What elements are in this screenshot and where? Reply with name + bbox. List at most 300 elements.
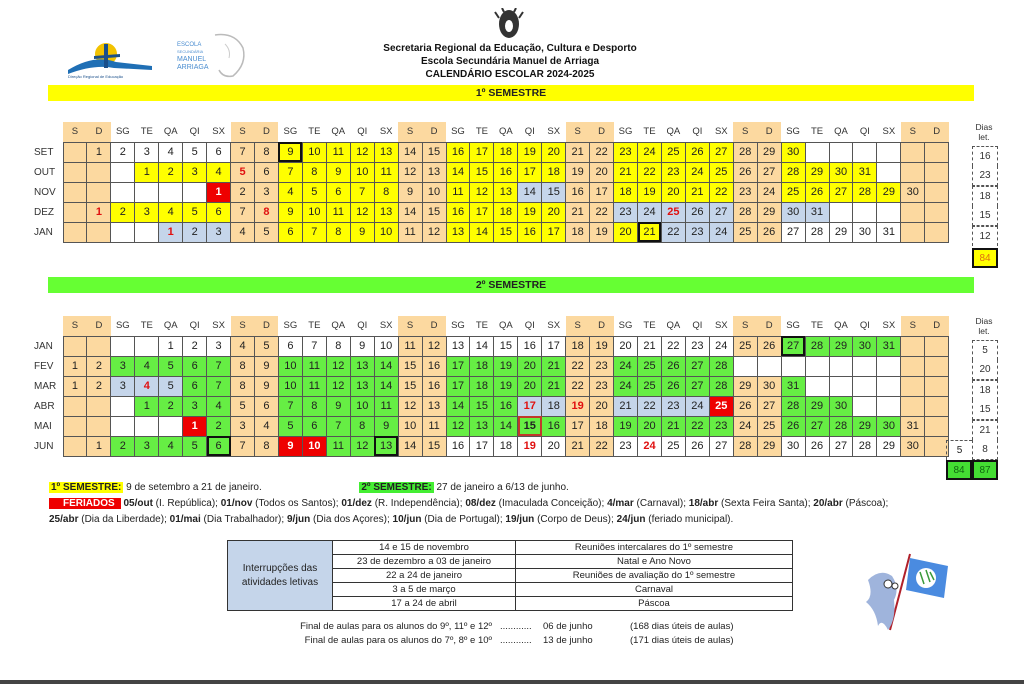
day-cell: 3 xyxy=(111,356,135,376)
day-cell: 9 xyxy=(326,396,350,416)
weekday-header: S xyxy=(398,316,422,336)
day-cell: 6 xyxy=(183,356,207,376)
day-cell: 6 xyxy=(278,336,302,356)
interruption-dates: 17 a 24 de abril xyxy=(333,597,516,611)
holiday-name: (Sexta Feira Santa); xyxy=(718,498,814,509)
day-cell: 21 xyxy=(566,202,590,222)
holiday-date: 10/jun xyxy=(392,514,422,525)
day-cell: 7 xyxy=(231,142,255,162)
day-cell: 22 xyxy=(590,202,614,222)
day-cell xyxy=(63,222,87,242)
day-cell: 7 xyxy=(207,376,231,396)
interruption-dates: 14 e 15 de novembro xyxy=(333,541,516,555)
day-cell: 27 xyxy=(757,396,781,416)
day-cell xyxy=(87,336,111,356)
weekday-header: SG xyxy=(618,126,633,138)
day-cell: 29 xyxy=(733,376,757,396)
day-cell: 18 xyxy=(542,162,566,182)
day-cell: 27 xyxy=(757,162,781,182)
day-cell: 25 xyxy=(709,396,733,416)
interruption-dates: 22 a 24 de janeiro xyxy=(333,569,516,583)
day-cell: 15 xyxy=(470,162,494,182)
day-cell: 22 xyxy=(566,356,590,376)
day-cell: 12 xyxy=(422,336,446,356)
day-cell: 7 xyxy=(278,162,302,182)
day-cell: 20 xyxy=(590,396,614,416)
day-cell: 17 xyxy=(446,356,470,376)
interruption-event: Páscoa xyxy=(516,597,793,611)
interruption-dates: 23 de dezembro a 03 de janeiro xyxy=(333,555,516,569)
day-cell: 24 xyxy=(614,356,638,376)
day-cell: 30 xyxy=(829,396,853,416)
holiday-date: 19/jun xyxy=(505,514,535,525)
day-cell: 4 xyxy=(231,222,255,242)
day-cell: 26 xyxy=(805,436,829,456)
day-cell: 29 xyxy=(805,162,829,182)
day-cell xyxy=(925,182,949,202)
holiday-name: (I. República); xyxy=(152,498,221,509)
day-cell xyxy=(901,142,925,162)
day-cell: 17 xyxy=(590,182,614,202)
dias-letivos-value: 18 xyxy=(972,186,998,206)
day-cell: 12 xyxy=(326,376,350,396)
day-cell: 26 xyxy=(685,202,709,222)
day-cell: 9 xyxy=(278,142,302,162)
dias-letivos-value: 15 xyxy=(972,400,998,420)
day-cell: 10 xyxy=(278,376,302,396)
day-cell: 21 xyxy=(614,396,638,416)
day-cell: 15 xyxy=(398,356,422,376)
dias-letivos-value: 23 xyxy=(972,166,998,186)
day-cell: 15 xyxy=(422,202,446,222)
day-cell: 13 xyxy=(374,436,398,456)
day-cell xyxy=(111,396,135,416)
interruption-row xyxy=(228,541,793,555)
day-cell: 1 xyxy=(87,202,111,222)
day-cell: 25 xyxy=(757,416,781,436)
school-logo xyxy=(175,30,255,80)
day-cell: 31 xyxy=(805,202,829,222)
day-cell xyxy=(829,376,853,396)
day-cell: 18 xyxy=(494,436,518,456)
day-cell: 22 xyxy=(590,142,614,162)
day-cell: 4 xyxy=(207,396,231,416)
day-cell: 11 xyxy=(326,436,350,456)
weekday-header: SX xyxy=(714,320,728,332)
weekday-header: SX xyxy=(882,320,896,332)
weekday-header: QI xyxy=(692,320,703,332)
weekday-header: D xyxy=(87,122,111,142)
day-cell xyxy=(925,162,949,182)
weekday-header: SX xyxy=(379,320,393,332)
day-cell: 18 xyxy=(614,182,638,202)
day-cell xyxy=(111,162,135,182)
day-cell: 13 xyxy=(374,202,398,222)
dias-letivos-value: 15 xyxy=(972,206,998,226)
day-cell xyxy=(87,396,111,416)
day-cell: 8 xyxy=(302,162,326,182)
weekday-header: QA xyxy=(834,320,848,332)
weekday-header: TE xyxy=(643,320,656,332)
weekday-header: D xyxy=(255,316,279,336)
day-cell: 4 xyxy=(278,182,302,202)
semester2-total-b: 87 xyxy=(972,460,998,480)
day-cell: 20 xyxy=(542,142,566,162)
day-cell: 10 xyxy=(302,202,326,222)
day-cell: 10 xyxy=(350,396,374,416)
weekday-header: TE xyxy=(475,320,488,332)
day-cell: 8 xyxy=(374,182,398,202)
day-cell: 30 xyxy=(781,202,805,222)
day-cell: 14 xyxy=(518,182,542,202)
day-cell: 4 xyxy=(135,376,159,396)
day-cell: 8 xyxy=(255,436,279,456)
day-cell: 24 xyxy=(757,182,781,202)
day-cell xyxy=(853,396,877,416)
day-cell xyxy=(63,162,87,182)
day-cell: 8 xyxy=(350,416,374,436)
day-cell: 24 xyxy=(638,436,662,456)
day-cell: 26 xyxy=(661,356,685,376)
day-cell: 31 xyxy=(901,416,925,436)
weekday-header: SG xyxy=(115,320,130,332)
holiday-name: (Todos os Santos); xyxy=(252,498,342,509)
holiday-date: 01/mai xyxy=(169,514,201,525)
day-cell: 2 xyxy=(183,336,207,356)
day-cell: 29 xyxy=(757,142,781,162)
day-cell: 29 xyxy=(853,416,877,436)
day-cell: 14 xyxy=(494,416,518,436)
day-cell: 3 xyxy=(183,396,207,416)
day-cell: 31 xyxy=(877,336,901,356)
holiday-name: (feriado municipal). xyxy=(645,514,734,525)
day-cell xyxy=(925,376,949,396)
day-cell xyxy=(87,162,111,182)
day-cell: 13 xyxy=(374,142,398,162)
weekday-header: SX xyxy=(547,320,561,332)
day-cell xyxy=(853,142,877,162)
weekday-header: QI xyxy=(189,126,200,138)
day-cell xyxy=(63,142,87,162)
final-aulas-days: (171 dias úteis de aulas) xyxy=(630,635,734,646)
day-cell: 5 xyxy=(302,182,326,202)
day-cell: 4 xyxy=(159,202,183,222)
day-cell xyxy=(135,416,159,436)
day-cell: 5 xyxy=(159,356,183,376)
day-cell: 7 xyxy=(326,416,350,436)
day-cell: 21 xyxy=(661,416,685,436)
weekday-header: S xyxy=(566,122,590,142)
day-cell: 20 xyxy=(518,356,542,376)
day-cell: 10 xyxy=(374,222,398,242)
day-cell: 22 xyxy=(709,182,733,202)
holiday-name: (Carnaval); xyxy=(633,498,689,509)
weekday-header: QA xyxy=(834,126,848,138)
day-cell: 11 xyxy=(302,376,326,396)
day-cell: 18 xyxy=(566,336,590,356)
day-cell: 23 xyxy=(590,376,614,396)
semester1-dias-column xyxy=(972,146,998,246)
day-cell: 30 xyxy=(853,336,877,356)
day-cell: 26 xyxy=(781,416,805,436)
day-cell: 17 xyxy=(566,416,590,436)
day-cell: 19 xyxy=(566,162,590,182)
day-cell: 1 xyxy=(159,222,183,242)
day-cell: 28 xyxy=(805,336,829,356)
day-cell: 12 xyxy=(350,142,374,162)
day-cell: 6 xyxy=(183,376,207,396)
day-cell: 30 xyxy=(781,142,805,162)
weekday-header: D xyxy=(590,122,614,142)
weekday-header: TE xyxy=(140,320,153,332)
sem1-legend-tag: 1º SEMESTRE: xyxy=(51,482,122,493)
day-cell: 5 xyxy=(159,376,183,396)
day-cell: 5 xyxy=(231,162,255,182)
day-cell: 2 xyxy=(159,396,183,416)
dias-letivos-value: 16 xyxy=(972,146,998,166)
month-label: JUN xyxy=(34,440,54,452)
day-cell: 29 xyxy=(877,436,901,456)
sem1-legend-text: 9 de setembro a 21 de janeiro. xyxy=(123,482,262,493)
month-row-jan xyxy=(30,336,949,356)
day-cell: 4 xyxy=(159,142,183,162)
weekday-header: SX xyxy=(379,126,393,138)
weekday-header: SG xyxy=(451,126,465,138)
day-cell: 25 xyxy=(733,336,757,356)
day-cell: 23 xyxy=(614,142,638,162)
day-cell: 20 xyxy=(590,162,614,182)
holiday-name: (Corpo de Deus); xyxy=(534,514,617,525)
day-cell: 6 xyxy=(278,222,302,242)
day-cell: 19 xyxy=(590,222,614,242)
day-cell xyxy=(111,416,135,436)
day-cell: 16 xyxy=(446,436,470,456)
day-cell: 3 xyxy=(183,162,207,182)
day-cell: 10 xyxy=(374,336,398,356)
semester1-calendar xyxy=(30,122,949,243)
weekday-header: S xyxy=(901,122,925,142)
weekday-header: QI xyxy=(357,126,368,138)
weekday-header: TE xyxy=(140,126,153,138)
day-cell xyxy=(877,376,901,396)
day-cell: 29 xyxy=(877,182,901,202)
day-cell: 11 xyxy=(326,202,350,222)
semester2-dias-column xyxy=(972,340,998,460)
day-cell: 31 xyxy=(877,222,901,242)
day-cell: 1 xyxy=(135,162,159,182)
dias-letivos-header-2: Dias let. xyxy=(975,316,993,336)
day-cell: 9 xyxy=(278,202,302,222)
day-cell: 5 xyxy=(255,222,279,242)
holiday-date: 01/nov xyxy=(220,498,253,509)
day-cell: 27 xyxy=(709,202,733,222)
day-cell xyxy=(901,202,925,222)
day-cell: 17 xyxy=(470,202,494,222)
weekday-header: S xyxy=(231,316,255,336)
day-cell: 5 xyxy=(278,416,302,436)
day-cell: 23 xyxy=(661,162,685,182)
holiday-date: 4/mar xyxy=(607,498,634,509)
month-row-mar xyxy=(30,376,949,396)
weekday-header: QI xyxy=(524,126,535,138)
jun-extra-dias: 5 xyxy=(946,440,972,460)
day-cell: 3 xyxy=(111,376,135,396)
holiday-name: (Dia da Liberdade); xyxy=(78,514,170,525)
day-cell: 19 xyxy=(494,376,518,396)
day-cell xyxy=(87,182,111,202)
day-cell: 27 xyxy=(829,182,853,202)
day-cell xyxy=(901,376,925,396)
day-cell: 24 xyxy=(685,162,709,182)
day-cell xyxy=(901,336,925,356)
weekday-header: TE xyxy=(308,320,321,332)
day-cell: 18 xyxy=(470,376,494,396)
day-cell: 23 xyxy=(661,396,685,416)
day-cell xyxy=(829,142,853,162)
day-cell: 26 xyxy=(661,376,685,396)
interruptions-table xyxy=(227,540,793,611)
day-cell: 5 xyxy=(183,202,207,222)
day-cell: 28 xyxy=(709,356,733,376)
day-cell: 10 xyxy=(422,182,446,202)
day-cell xyxy=(781,356,805,376)
day-cell: 23 xyxy=(614,202,638,222)
day-cell xyxy=(925,396,949,416)
day-cell xyxy=(877,142,901,162)
day-cell: 26 xyxy=(685,436,709,456)
weekday-header: TE xyxy=(810,126,824,138)
weekday-header: D xyxy=(925,316,949,336)
day-cell: 13 xyxy=(494,182,518,202)
day-cell xyxy=(63,396,87,416)
day-cell: 28 xyxy=(805,222,829,242)
day-cell: 6 xyxy=(302,416,326,436)
day-cell: 4 xyxy=(207,162,231,182)
month-label: DEZ xyxy=(34,206,54,218)
day-cell: 15 xyxy=(422,142,446,162)
day-cell: 8 xyxy=(255,142,279,162)
day-cell: 20 xyxy=(638,416,662,436)
holiday-date: 08/dez xyxy=(465,498,496,509)
day-cell xyxy=(901,396,925,416)
day-cell: 13 xyxy=(470,416,494,436)
day-cell: 14 xyxy=(374,356,398,376)
semester2-band: 2º SEMESTRE xyxy=(48,277,974,293)
weekday-header: S xyxy=(63,122,87,142)
day-cell: 24 xyxy=(733,416,757,436)
weekday-header: QI xyxy=(524,320,535,332)
day-cell: 28 xyxy=(829,416,853,436)
day-cell: 5 xyxy=(231,396,255,416)
day-cell: 2 xyxy=(111,142,135,162)
day-cell: 3 xyxy=(255,182,279,202)
day-cell: 17 xyxy=(470,436,494,456)
day-cell: 4 xyxy=(159,436,183,456)
day-cell: 14 xyxy=(470,222,494,242)
day-cell: 1 xyxy=(135,396,159,416)
weekday-header: QI xyxy=(692,126,703,138)
day-cell: 21 xyxy=(614,162,638,182)
day-cell: 8 xyxy=(231,376,255,396)
day-cell: 3 xyxy=(231,416,255,436)
day-cell: 1 xyxy=(63,356,87,376)
coat-of-arms-icon xyxy=(494,8,524,40)
day-cell: 12 xyxy=(326,356,350,376)
day-cell xyxy=(111,222,135,242)
weekday-header: QA xyxy=(331,320,346,332)
weekday-header: S xyxy=(566,316,590,336)
day-cell: 14 xyxy=(470,336,494,356)
weekday-header: SG xyxy=(451,320,465,332)
day-cell: 31 xyxy=(853,162,877,182)
day-cell xyxy=(925,222,949,242)
holidays-legend xyxy=(49,496,949,528)
day-cell: 3 xyxy=(135,142,159,162)
semester1-band: 1º SEMESTRE xyxy=(48,85,974,101)
day-cell: 16 xyxy=(446,202,470,222)
sem2-legend-text: 27 de janeiro a 6/13 de junho. xyxy=(433,482,569,493)
footer-bar xyxy=(0,680,1024,684)
day-cell: 6 xyxy=(326,182,350,202)
day-cell: 19 xyxy=(590,336,614,356)
holiday-date: 20/abr xyxy=(813,498,843,509)
day-cell: 10 xyxy=(278,356,302,376)
weekday-header: SX xyxy=(212,126,225,138)
day-cell: 24 xyxy=(638,202,662,222)
day-cell: 2 xyxy=(111,202,135,222)
day-cell xyxy=(805,376,829,396)
day-cell: 12 xyxy=(470,182,494,202)
day-cell: 16 xyxy=(566,182,590,202)
day-cell: 18 xyxy=(494,142,518,162)
day-cell: 16 xyxy=(518,222,542,242)
day-cell: 12 xyxy=(350,436,374,456)
weekday-header: QI xyxy=(859,320,870,332)
day-cell: 2 xyxy=(207,416,231,436)
day-cell: 25 xyxy=(733,222,757,242)
day-cell: 3 xyxy=(207,222,231,242)
day-cell xyxy=(877,202,901,222)
header-secretaria: Secretaria Regional da Educação, Cultura e Desporto xyxy=(383,43,637,54)
day-cell: 27 xyxy=(685,356,709,376)
day-cell: 24 xyxy=(614,376,638,396)
day-cell: 23 xyxy=(614,436,638,456)
day-cell xyxy=(829,202,853,222)
weekday-header: D xyxy=(422,316,446,336)
day-cell: 20 xyxy=(518,376,542,396)
day-cell: 17 xyxy=(518,162,542,182)
day-cell: 25 xyxy=(661,142,685,162)
day-cell: 19 xyxy=(638,182,662,202)
day-cell: 5 xyxy=(183,436,207,456)
day-cell: 8 xyxy=(231,356,255,376)
day-cell: 1 xyxy=(207,182,231,202)
day-cell: 9 xyxy=(326,162,350,182)
day-cell: 6 xyxy=(207,202,231,222)
day-cell: 26 xyxy=(733,396,757,416)
day-cell: 1 xyxy=(87,436,111,456)
day-cell: 28 xyxy=(853,436,877,456)
day-cell: 16 xyxy=(542,416,566,436)
day-cell: 3 xyxy=(135,436,159,456)
day-cell: 6 xyxy=(255,396,279,416)
day-cell: 22 xyxy=(638,396,662,416)
weekday-header: S xyxy=(63,316,87,336)
day-cell: 2 xyxy=(183,222,207,242)
day-cell: 28 xyxy=(781,162,805,182)
day-cell: 9 xyxy=(255,356,279,376)
day-cell: 1 xyxy=(183,416,207,436)
